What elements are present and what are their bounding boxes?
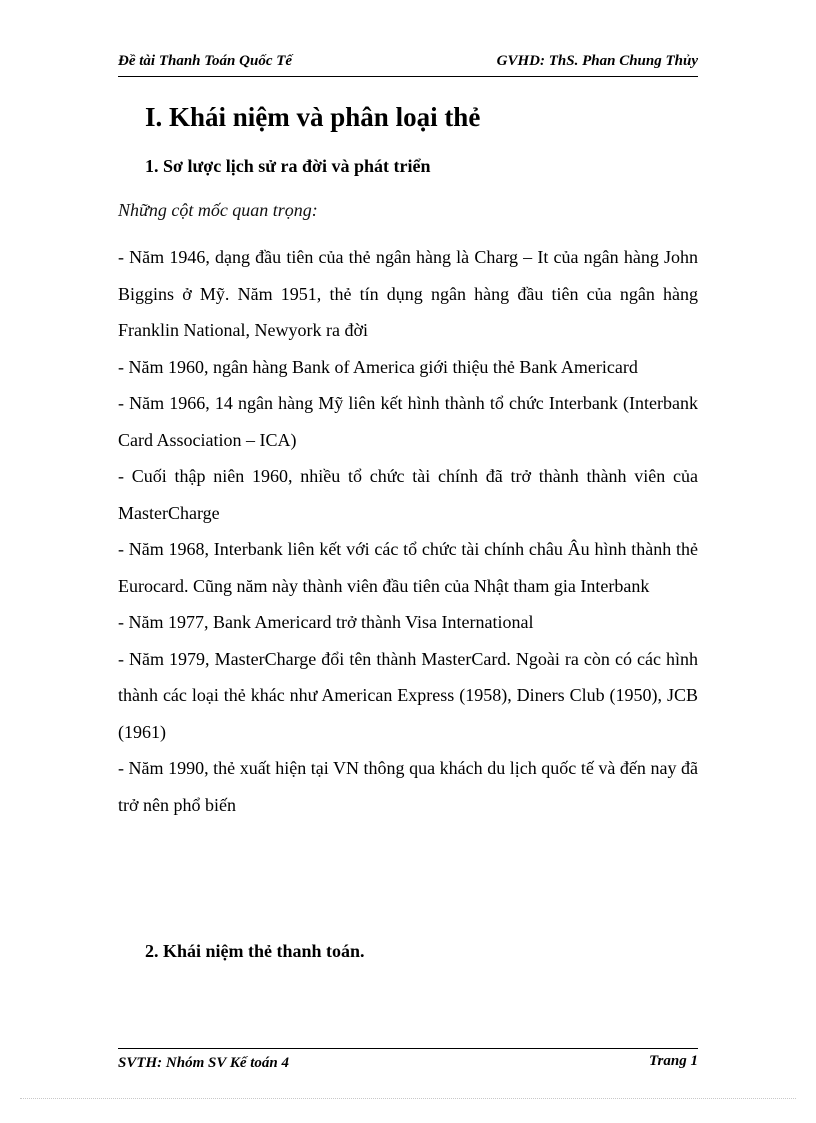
subsection-history-heading: 1. Sơ lược lịch sử ra đời và phát triển	[145, 156, 431, 176]
milestone-paragraph: - Năm 1946, dạng đầu tiên của thẻ ngân hàng là Charg – It của ngân hàng John Biggins ở Mỹ. Năm 1951, thẻ tín dụng ngân hàng đầu tiên của ngân hàng Franklin National, Newyork ra đời	[118, 247, 698, 340]
footer-students: SVTH: Nhóm SV Kế toán 4	[118, 1055, 290, 1071]
header-supervisor: GVHD: ThS. Phan Chung Thủy	[496, 53, 698, 69]
header-topic: Đề tài Thanh Toán Quốc Tế	[118, 53, 293, 69]
subsection-card-concept-heading: 2. Khái niệm thẻ thanh toán.	[145, 941, 365, 961]
milestone-paragraph: - Cuối thập niên 1960, nhiều tổ chức tài chính đã trở thành thành viên của MasterCharge	[118, 466, 698, 523]
page-footer	[118, 1048, 698, 1071]
milestones-intro: Những cột mốc quan trọng:	[118, 200, 318, 220]
milestone-paragraph: - Năm 1977, Bank Americard trở thành Visa International	[118, 612, 534, 632]
milestone-paragraph: - Năm 1966, 14 ngân hàng Mỹ liên kết hình thành tổ chức Interbank (Interbank Card Association – ICA)	[118, 393, 698, 450]
page-bottom-divider	[20, 1098, 796, 1099]
milestone-paragraph: - Năm 1968, Interbank liên kết với các tổ chức tài chính châu Âu hình thành thẻ Eurocard. Cũng năm này thành viên đầu tiên của Nhật tham gia Interbank	[118, 539, 698, 596]
milestone-paragraph: - Năm 1979, MasterCharge đổi tên thành MasterCard. Ngoài ra còn có các hình thành các loại thẻ khác như American Express (1958), Diners Club (1950), JCB (1961)	[118, 648, 698, 742]
milestone-paragraph: - Năm 1960, ngân hàng Bank of America giới thiệu thẻ Bank Americard	[118, 356, 638, 377]
section-title: I. Khái niệm và phân loại thẻ	[145, 102, 481, 132]
milestone-paragraph: - Năm 1990, thẻ xuất hiện tại VN thông qua khách du lịch quốc tế và đến nay đã trở nên phổ biến	[118, 758, 698, 815]
page-header	[118, 50, 698, 77]
page-number: Trang 1	[648, 1053, 698, 1069]
milestones-body	[118, 239, 698, 823]
